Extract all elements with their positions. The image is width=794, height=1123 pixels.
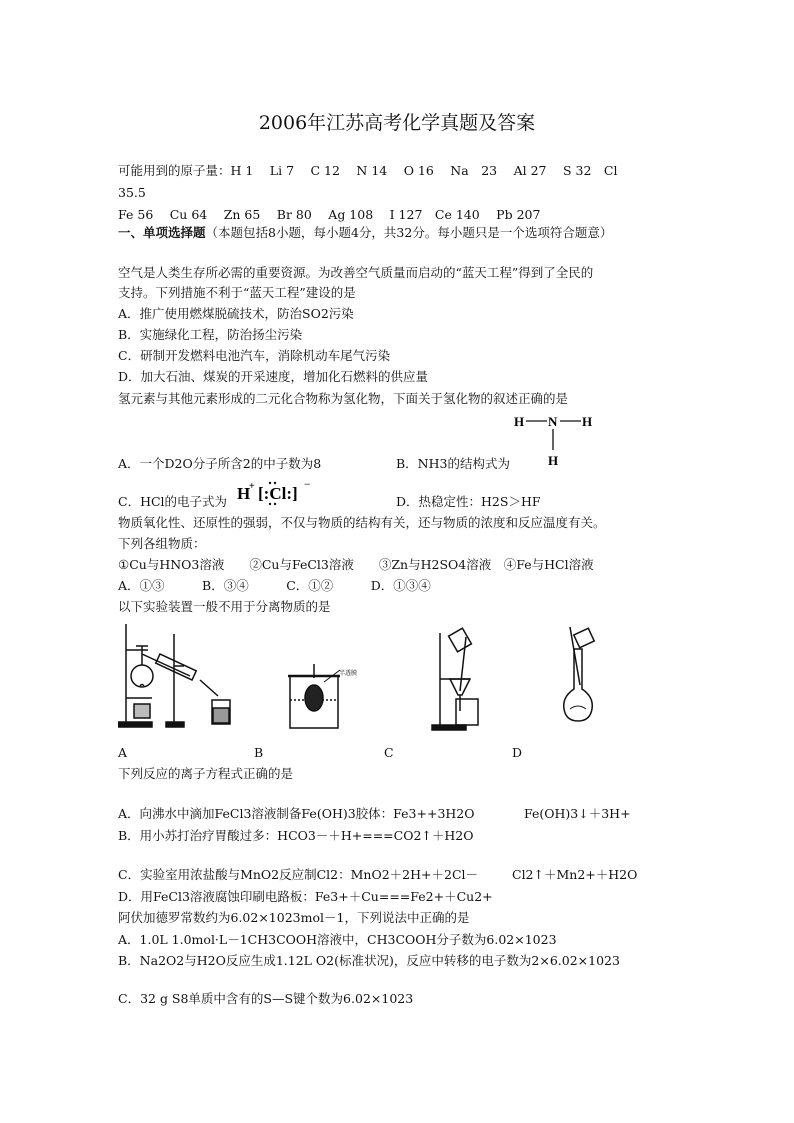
q6-option-b: B．Na2O2与H2O反应生成1.12L O2(标准状况)，反应中转移的电子数为2×6.02×1023 (118, 953, 620, 968)
page-title: 2006年江苏高考化学真题及答案 (258, 112, 536, 134)
q5-option-c-left: C．实验室用浓盐酸与MnO2反应制Cl2：MnO2＋2H+＋2Cl－ (118, 867, 479, 882)
apparatus-c-filtration (430, 625, 510, 733)
apparatus-label-c: C (384, 745, 394, 760)
q4-stem: 以下实验装置一般不用于分离物质的是 (118, 599, 331, 614)
apparatus-label-d: D (512, 745, 523, 760)
q5-option-a-left: A．向沸水中滴加FeCl3溶液制备Fe(OH)3胶体：Fe3++3H2O (118, 806, 475, 821)
hcl-minus: − (304, 478, 311, 491)
hcl-electron-formula (236, 478, 316, 508)
q2-option-c: C．HCl的电子式为 (118, 494, 228, 509)
q5-option-c-right: Cl2↑＋Mn2+＋H2O (512, 867, 638, 882)
nh3-structure-figure (510, 410, 600, 470)
q2-option-b: B．NH3的结构式为 (396, 456, 510, 471)
q5-stem: 下列反应的离子方程式正确的是 (118, 766, 294, 781)
q6-option-c: C．32 g S8单质中含有的S—S键个数为6.02×1023 (118, 991, 414, 1006)
q1-option-c: C．研制开发燃料电池汽车，消除机动车尾气污染 (118, 348, 391, 363)
atomic-masses-line2: 35.5 (118, 185, 146, 200)
hcl-cl-bracket: [:Cl:] (258, 484, 298, 503)
q3-options: A．①③ B．③④ C．①② D．①③④ (118, 578, 431, 593)
q6-option-a: A．1.0L 1.0mol·L－1CH3COOH溶液中，CH3COOH分子数为6.02×1023 (118, 932, 557, 947)
q2-option-a: A．一个D2O分子所含2的中子数为8 (118, 456, 322, 471)
section1-heading: 一、单项选择题 (118, 225, 206, 240)
q5-option-d: D．用FeCl3溶液腐蚀印刷电路板：Fe3+＋Cu===Fe2+＋Cu2+ (118, 889, 493, 904)
q3-stem-line1: 物质氧化性、还原性的强弱，不仅与物质的结构有关，还与物质的浓度和反应温度有关。 (118, 515, 606, 530)
q5-option-b: B．用小苏打治疗胃酸过多：HCO3－＋H+===CO2↑＋H2O (118, 828, 474, 843)
nh3-n: N (548, 414, 558, 429)
apparatus-label-a: A (118, 745, 128, 760)
q1-option-d: D．加大石油、煤炭的开采速度，增加化石燃料的供应量 (118, 369, 429, 384)
apparatus-label-b: B (254, 745, 264, 760)
q3-items: ①Cu与HNO3溶液 ②Cu与FeCl3溶液 ③Zn与H2SO4溶液 ④Fe与HCl溶液 (118, 557, 594, 572)
apparatus-d-volumetric-flask (556, 625, 606, 725)
q1-option-b: B．实施绿化工程，防治扬尘污染 (118, 327, 303, 342)
hcl-h: H (237, 484, 251, 503)
nh3-h-right: H (582, 414, 593, 429)
atomic-masses-line3: Fe 56 Cu 64 Zn 65 Br 80 Ag 108 I 127 Ce 140 Pb 207 (118, 207, 541, 222)
nh3-h-bottom: H (548, 453, 559, 468)
q2-stem: 氢元素与其他元素形成的二元化合物称为氢化物，下面关于氢化物的叙述正确的是 (118, 391, 569, 406)
atomic-masses-line1: 可能用到的原子量：H 1 Li 7 C 12 N 14 O 16 Na 23 Al 27 S 32 Cl (118, 163, 618, 178)
nh3-h-left: H (514, 414, 525, 429)
section1-header (118, 225, 612, 241)
q1-option-a: A．推广使用燃煤脱硫技术，防治SO2污染 (118, 306, 354, 321)
q1-stem-line2: 支持。下列措施不利于“蓝天工程”建设的是 (118, 285, 356, 300)
section1-note: （本题包括8小题，每小题4分，共32分。每小题只是一个选项符合题意） (205, 225, 613, 240)
membrane-label: 半透膜 (339, 670, 358, 677)
hcl-plus: + (249, 481, 255, 492)
q2-option-d: D．热稳定性：H2S＞HF (396, 494, 541, 509)
q3-stem-line2: 下列各组物质： (118, 536, 206, 551)
apparatus-a-distillation (118, 620, 238, 730)
q5-option-a-right: Fe(OH)3↓＋3H+ (524, 806, 631, 821)
q6-stem: 阿伏加德罗常数约为6.02×1023mol－1，下列说法中正确的是 (118, 910, 470, 925)
q1-stem-line1: 空气是人类生存所必需的重要资源。为改善空气质量而启动的“蓝天工程”得到了全民的 (118, 265, 594, 280)
